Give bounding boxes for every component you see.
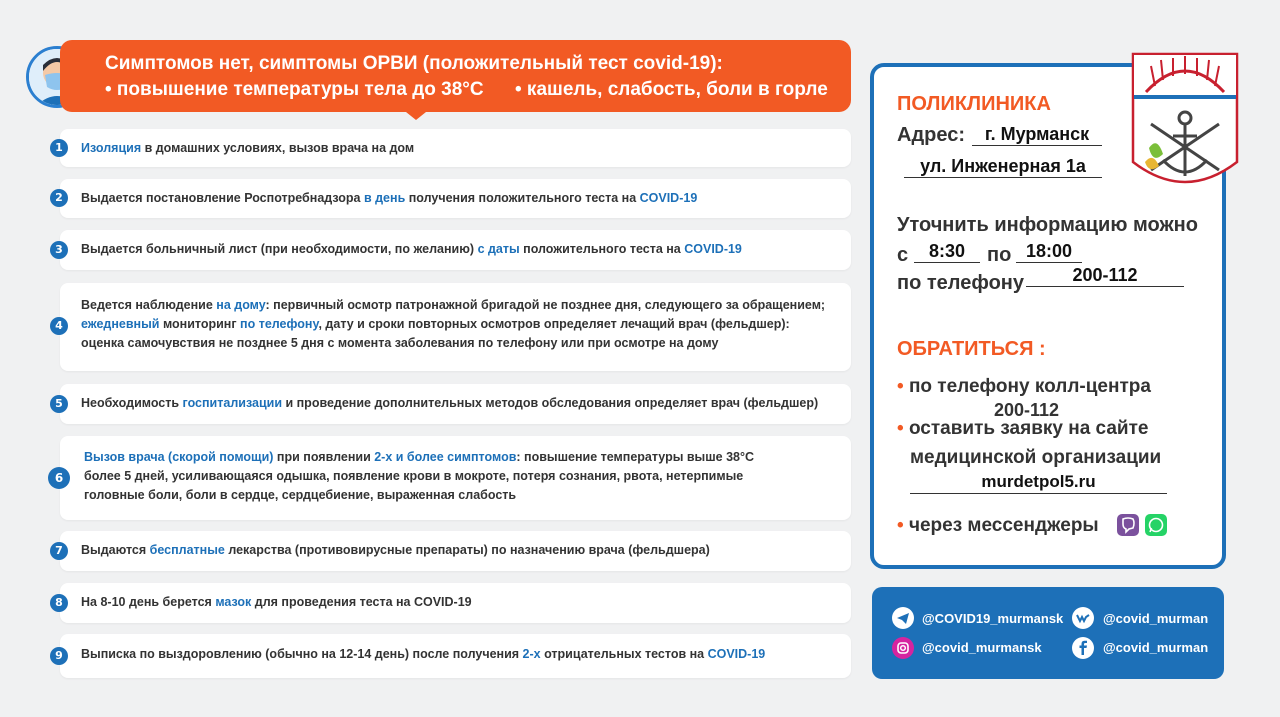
step-segment: На 8-10 день берется xyxy=(81,595,216,609)
step-2 xyxy=(55,179,851,218)
step-number: 7 xyxy=(50,542,68,560)
clinic-phone: 200-112 xyxy=(1026,264,1184,287)
step-segment: Выдается больничный лист (при необходимости, по желанию) xyxy=(81,242,478,256)
step-text xyxy=(81,394,818,413)
vk-handle[interactable]: @covid_murman xyxy=(1103,611,1209,626)
step-segment: при появлении xyxy=(273,450,375,464)
to-label: по xyxy=(987,244,1012,266)
step-segment: Выдаются xyxy=(81,543,150,557)
step-highlight: на дому xyxy=(216,298,266,312)
step-number: 4 xyxy=(50,317,68,335)
messengers-label: через мессенджеры xyxy=(908,515,1099,536)
symptoms-banner xyxy=(60,40,851,112)
from-label: с xyxy=(897,244,909,266)
murmansk-coat-of-arms xyxy=(1131,52,1239,196)
bullet: • xyxy=(897,376,904,397)
info-label: Уточнить информацию можно xyxy=(897,214,1198,236)
step-text xyxy=(81,189,697,208)
banner-bullet-temperature: • повышение температуры тела до 38°С xyxy=(105,79,484,100)
step-highlight: госпитализации xyxy=(182,396,282,410)
step-4 xyxy=(55,283,851,371)
step-6 xyxy=(54,436,851,520)
address-street: ул. Инженерная 1а xyxy=(904,155,1102,178)
step-text xyxy=(81,296,825,353)
step-segment: Выдается постановление Роспотребнадзора xyxy=(81,191,364,205)
instagram-handle[interactable]: @covid_murmansk xyxy=(922,640,1042,655)
step-1 xyxy=(55,129,851,167)
call-center-phone: 200-112 xyxy=(994,400,1060,420)
step-number: 1 xyxy=(50,139,68,157)
social-links-box xyxy=(872,587,1224,679)
call-center-item xyxy=(897,376,1151,398)
to-time: 18:00 xyxy=(1016,240,1082,263)
step-segment: головные боли, боли в сердце, сердцебиение, выраженная слабость xyxy=(84,488,517,502)
step-number: 3 xyxy=(50,241,68,259)
call-center-label: по телефону колл-центра xyxy=(908,376,1151,397)
request-label: оставить заявку на сайте xyxy=(908,418,1149,439)
facebook-handle[interactable]: @covid_murman xyxy=(1103,640,1209,655)
clinic-title: ПОЛИКЛИНИКА xyxy=(897,93,1051,115)
step-line xyxy=(81,296,825,315)
step-segment: получения положительного теста на xyxy=(405,191,640,205)
step-number: 9 xyxy=(50,647,68,665)
step-line xyxy=(81,334,825,353)
bullet: • xyxy=(897,418,904,439)
step-segment: мониторинг xyxy=(159,317,241,331)
step-segment: и проведение дополнительных методов обследования определяет врач (фельдшер) xyxy=(282,396,819,410)
messengers-item xyxy=(897,515,1099,537)
viber-icon[interactable] xyxy=(1117,514,1139,536)
step-highlight: бесплатные xyxy=(149,543,225,557)
step-7 xyxy=(55,531,851,571)
step-highlight: 2-х и более симптомов xyxy=(374,450,517,464)
step-segment: Необходимость xyxy=(81,396,183,410)
step-text xyxy=(84,448,754,505)
step-text xyxy=(81,593,472,612)
step-segment: Выписка по выздоровлению (обычно на 12-14 день) после получения xyxy=(81,647,523,661)
step-number: 8 xyxy=(50,594,68,612)
step-text xyxy=(81,139,414,158)
step-text xyxy=(81,240,742,259)
from-time: 8:30 xyxy=(914,240,980,263)
step-highlight: мазок xyxy=(215,595,252,609)
banner-title: Симптомов нет, симптомы ОРВИ (положительный тест covid-19): xyxy=(105,53,723,74)
step-segment: положительного теста на xyxy=(519,242,685,256)
step-highlight: Изоляция xyxy=(81,141,142,155)
step-9 xyxy=(55,634,851,678)
step-highlight: в день xyxy=(363,191,406,205)
step-segment: , дату и сроки повторных осмотров определяет лечащий врач (фельдшер): xyxy=(318,317,790,331)
facebook-icon[interactable] xyxy=(1072,637,1094,659)
phone-label: по телефону xyxy=(897,272,1024,294)
step-5 xyxy=(55,384,851,424)
telegram-handle[interactable]: @COVID19_murmansk xyxy=(922,611,1064,626)
step-number: 2 xyxy=(50,189,68,207)
step-text xyxy=(81,645,765,664)
banner-notch xyxy=(406,112,426,120)
step-segment: : повышение температуры выше 38°С xyxy=(516,450,754,464)
request-item xyxy=(897,418,1148,440)
step-highlight: Вызов врача (скорой помощи) xyxy=(84,450,274,464)
step-segment: Ведется наблюдение xyxy=(81,298,217,312)
step-segment: отрицательных тестов на xyxy=(540,647,708,661)
step-highlight: с даты xyxy=(477,242,520,256)
step-highlight: COVID-19 xyxy=(684,242,742,256)
step-segment: более 5 дней, усиливающаяся одышка, появление крови в мокроте, потеря сознания, рвота, нетерпимые xyxy=(84,469,744,483)
step-segment: оценка самочувствия не позднее 5 дня с момента заболевания по телефону или при осмотре на дому xyxy=(81,336,719,350)
instagram-icon[interactable] xyxy=(892,637,914,659)
step-number: 6 xyxy=(48,467,70,489)
step-segment: для проведения теста на COVID-19 xyxy=(251,595,472,609)
address-label: Адрес: xyxy=(897,124,965,146)
step-segment: в домашних условиях, вызов врача на дом xyxy=(141,141,415,155)
step-line xyxy=(84,486,754,505)
step-highlight: по телефону xyxy=(240,317,319,331)
contact-title: ОБРАТИТЬСЯ : xyxy=(897,338,1046,360)
vk-icon[interactable] xyxy=(1072,607,1094,629)
step-3 xyxy=(55,230,851,270)
step-segment: : первичный осмотр патронажной бригадой не позднее дня, следующего за обращением; xyxy=(265,298,826,312)
telegram-icon[interactable] xyxy=(892,607,914,629)
step-8 xyxy=(55,583,851,623)
step-highlight: 2-х xyxy=(522,647,541,661)
bullet: • xyxy=(897,515,904,536)
request-label-2: медицинской организации xyxy=(910,447,1162,468)
step-text xyxy=(81,541,710,560)
address-city: г. Мурманск xyxy=(972,123,1102,146)
step-line xyxy=(84,448,754,467)
step-segment: лекарства (противовирусные препараты) по назначению врача (фельдшера) xyxy=(224,543,710,557)
step-line xyxy=(84,467,754,486)
whatsapp-icon[interactable] xyxy=(1145,514,1167,536)
step-highlight: ежедневный xyxy=(81,317,160,331)
banner-bullet-cough: • кашель, слабость, боли в горле xyxy=(515,79,828,100)
step-line xyxy=(81,315,825,334)
step-number: 5 xyxy=(50,395,68,413)
site-link[interactable]: murdetpol5.ru xyxy=(910,471,1167,494)
step-highlight: COVID-19 xyxy=(707,647,766,661)
step-highlight: COVID-19 xyxy=(639,191,698,205)
